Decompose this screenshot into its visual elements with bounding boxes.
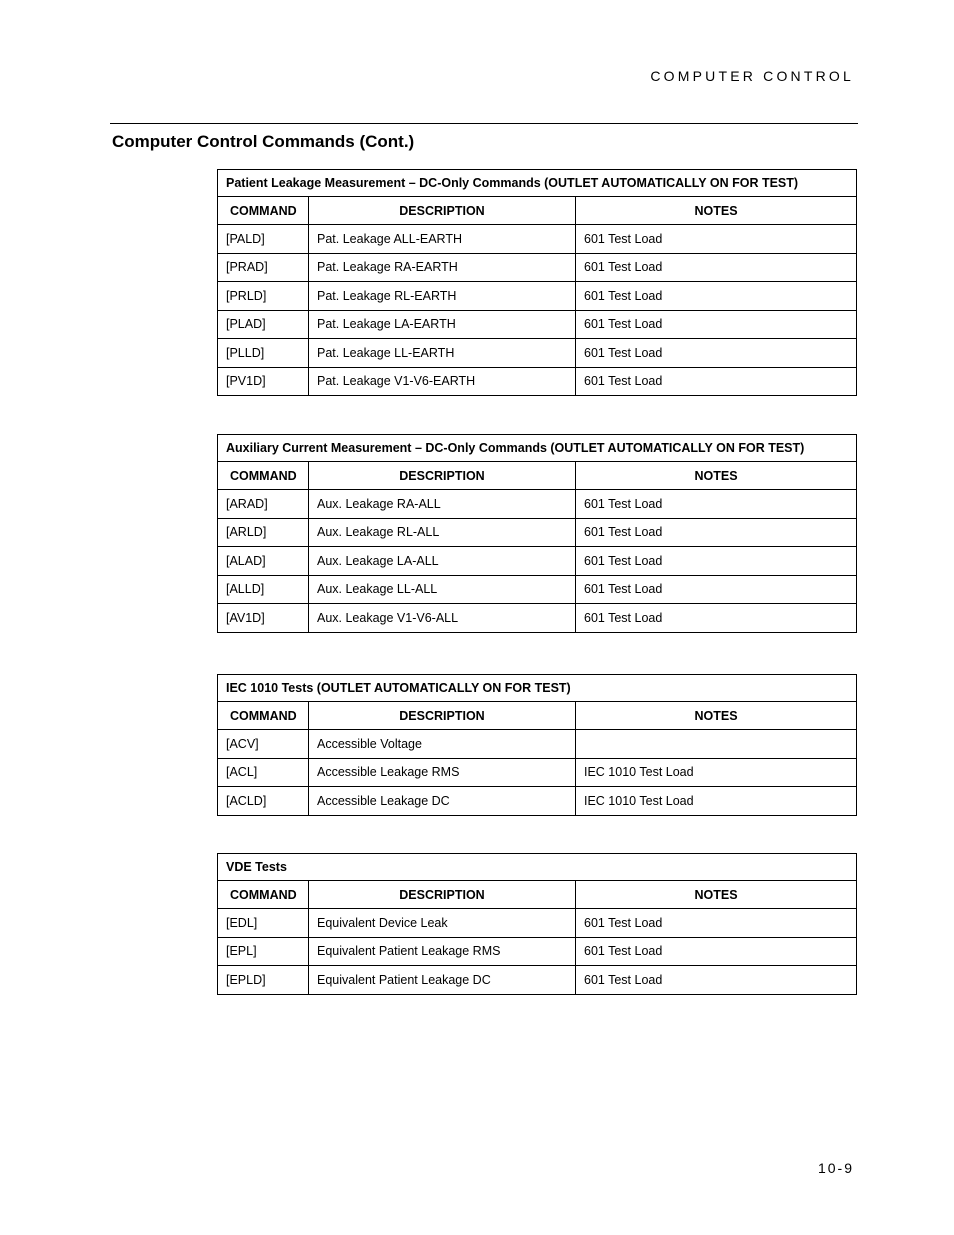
description-cell: Accessible Leakage DC xyxy=(309,787,576,816)
vde-tests-table xyxy=(217,853,857,995)
table-row xyxy=(218,758,857,787)
header-rule xyxy=(110,123,858,124)
column-header-command: COMMAND xyxy=(218,462,309,490)
description-cell: Aux. Leakage V1-V6-ALL xyxy=(309,604,576,633)
description-cell: Aux. Leakage RA-ALL xyxy=(309,490,576,519)
notes-cell: 601 Test Load xyxy=(576,604,857,633)
description-cell: Accessible Voltage xyxy=(309,730,576,759)
column-header-command: COMMAND xyxy=(218,881,309,909)
table-row xyxy=(218,490,857,519)
running-header: COMPUTER CONTROL xyxy=(650,68,854,84)
notes-cell: 601 Test Load xyxy=(576,339,857,368)
notes-cell: 601 Test Load xyxy=(576,225,857,254)
command-cell: [AV1D] xyxy=(218,604,309,633)
notes-cell: 601 Test Load xyxy=(576,937,857,966)
notes-cell: 601 Test Load xyxy=(576,367,857,396)
command-cell: [ACV] xyxy=(218,730,309,759)
command-cell: [ARAD] xyxy=(218,490,309,519)
section-title: Computer Control Commands (Cont.) xyxy=(112,132,415,151)
column-header-notes: NOTES xyxy=(576,197,857,225)
command-cell: [PALD] xyxy=(218,225,309,254)
description-cell: Aux. Leakage LL-ALL xyxy=(309,575,576,604)
table-row xyxy=(218,282,857,311)
notes-cell: 601 Test Load xyxy=(576,282,857,311)
table-row xyxy=(218,966,857,995)
table-row xyxy=(218,518,857,547)
table-row xyxy=(218,604,857,633)
command-cell: [PV1D] xyxy=(218,367,309,396)
column-header-notes: NOTES xyxy=(576,702,857,730)
notes-cell: IEC 1010 Test Load xyxy=(576,758,857,787)
notes-cell: 601 Test Load xyxy=(576,575,857,604)
notes-cell: 601 Test Load xyxy=(576,490,857,519)
table-row xyxy=(218,225,857,254)
notes-cell: 601 Test Load xyxy=(576,310,857,339)
description-cell: Aux. Leakage RL-ALL xyxy=(309,518,576,547)
description-cell: Equivalent Patient Leakage RMS xyxy=(309,937,576,966)
table-row xyxy=(218,253,857,282)
table-row xyxy=(218,367,857,396)
table-caption: IEC 1010 Tests (OUTLET AUTOMATICALLY ON FOR TEST) xyxy=(218,675,857,702)
command-cell: [PLLD] xyxy=(218,339,309,368)
auxiliary-current-table xyxy=(217,434,857,633)
page-number: 10-9 xyxy=(817,1160,854,1176)
table-row xyxy=(218,937,857,966)
notes-cell: 601 Test Load xyxy=(576,518,857,547)
command-cell: [PRLD] xyxy=(218,282,309,311)
command-cell: [ACL] xyxy=(218,758,309,787)
command-cell: [EDL] xyxy=(218,909,309,938)
table-row xyxy=(218,787,857,816)
column-header-description: DESCRIPTION xyxy=(309,702,576,730)
notes-cell: 601 Test Load xyxy=(576,966,857,995)
notes-cell: IEC 1010 Test Load xyxy=(576,787,857,816)
column-header-notes: NOTES xyxy=(576,881,857,909)
notes-cell: 601 Test Load xyxy=(576,909,857,938)
description-cell: Pat. Leakage LL-EARTH xyxy=(309,339,576,368)
table-row xyxy=(218,310,857,339)
column-header-description: DESCRIPTION xyxy=(309,462,576,490)
table-row xyxy=(218,547,857,576)
description-cell: Pat. Leakage ALL-EARTH xyxy=(309,225,576,254)
patient-leakage-table xyxy=(217,169,857,396)
table-row xyxy=(218,339,857,368)
column-header-command: COMMAND xyxy=(218,702,309,730)
column-header-description: DESCRIPTION xyxy=(309,197,576,225)
table-row xyxy=(218,909,857,938)
description-cell: Pat. Leakage LA-EARTH xyxy=(309,310,576,339)
table-row xyxy=(218,730,857,759)
command-cell: [ALLD] xyxy=(218,575,309,604)
notes-cell: 601 Test Load xyxy=(576,547,857,576)
table-caption: Patient Leakage Measurement – DC-Only Commands (OUTLET AUTOMATICALLY ON FOR TEST) xyxy=(218,170,857,197)
iec-1010-tests-table xyxy=(217,674,857,816)
command-cell: [EPLD] xyxy=(218,966,309,995)
description-cell: Equivalent Patient Leakage DC xyxy=(309,966,576,995)
command-cell: [EPL] xyxy=(218,937,309,966)
column-header-command: COMMAND xyxy=(218,197,309,225)
description-cell: Aux. Leakage LA-ALL xyxy=(309,547,576,576)
table-row xyxy=(218,575,857,604)
description-cell: Pat. Leakage V1-V6-EARTH xyxy=(309,367,576,396)
command-cell: [ACLD] xyxy=(218,787,309,816)
description-cell: Pat. Leakage RL-EARTH xyxy=(309,282,576,311)
description-cell: Equivalent Device Leak xyxy=(309,909,576,938)
command-cell: [ALAD] xyxy=(218,547,309,576)
description-cell: Accessible Leakage RMS xyxy=(309,758,576,787)
column-header-description: DESCRIPTION xyxy=(309,881,576,909)
column-header-notes: NOTES xyxy=(576,462,857,490)
notes-cell: 601 Test Load xyxy=(576,253,857,282)
command-cell: [PLAD] xyxy=(218,310,309,339)
table-caption: VDE Tests xyxy=(218,854,857,881)
description-cell: Pat. Leakage RA-EARTH xyxy=(309,253,576,282)
table-caption: Auxiliary Current Measurement – DC-Only Commands (OUTLET AUTOMATICALLY ON FOR TEST) xyxy=(218,435,857,462)
command-cell: [PRAD] xyxy=(218,253,309,282)
command-cell: [ARLD] xyxy=(218,518,309,547)
notes-cell xyxy=(576,730,857,759)
